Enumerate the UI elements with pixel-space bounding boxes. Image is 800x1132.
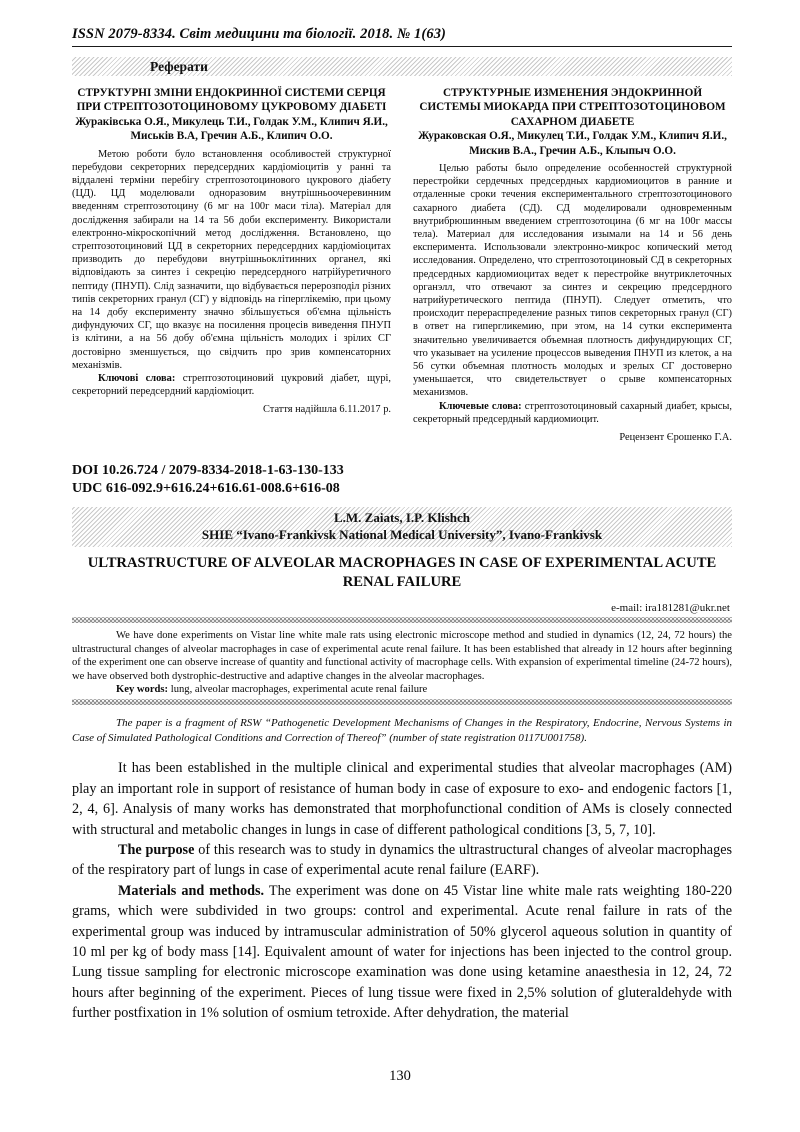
article-authors: L.M. Zaiats, I.P. Klishch xyxy=(333,510,471,526)
doi-line: DOI 10.26.724 / 2079-8334-2018-1-63-130-133 xyxy=(72,463,344,479)
article-affiliation: SHIE “Ivano-Frankivsk National Medical University”, Ivano-Frankivsk xyxy=(201,526,603,542)
abstract-ru-keywords xyxy=(413,400,732,426)
english-keywords-value: lung, alveolar macrophages, experimental acute renal failure xyxy=(170,683,428,695)
purpose-label: The purpose xyxy=(118,841,195,858)
identifier-block xyxy=(72,462,732,498)
abstract-ua-note: Стаття надійшла 6.11.2017 р. xyxy=(263,404,391,416)
purpose-text: of this research was to study in dynamics the ultrastructural changes of alveolar macrophages of the respiratory part of lungs in case of experimental acute renal failure (EARF). xyxy=(72,841,733,879)
abstract-ru-authors: Жураковская О.Я., Микулец Т.И., Голдак У.М., Клипич Я.И., Мискив В.А., Гречин А.Б., Клыпыч О.О. xyxy=(418,130,727,157)
article-title: ULTRASTRUCTURE OF ALVEOLAR MACROPHAGES IN CASE OF EXPERIMENTAL ACUTE RENAL FAILURE xyxy=(87,555,717,591)
body-paragraph-intro: It has been established in the multiple clinical and experimental studies that alveolar macrophages (AM) play an important role in support of resistance of human body in case of exposure to exo- and endogenic factors [1, 2, 4, 6]. Analysis of many works has demonstrated that morphofunctional condition of AMs is closely connected with structural and metabolic changes in lungs in case of different pathological conditions [3, 5, 7, 10]. xyxy=(72,760,732,838)
abstract-ua-keywords xyxy=(72,372,391,398)
article-author-banner xyxy=(72,507,732,547)
running-head-rule xyxy=(72,46,732,47)
wavy-divider-bottom xyxy=(72,699,732,705)
abstract-ua-authors: Жураківська О.Я., Микулець Т.И., Голдак У.М., Клипич Я.И., Миськів В.А, Гречин А.Б., Клипич О.О. xyxy=(75,115,388,143)
abstract-ukrainian xyxy=(72,86,391,444)
page-number: 130 xyxy=(389,1068,411,1084)
methods-text: The experiment was done on 45 Vistar line white male rats weighting 180-220 grams, which were subdivided in two groups: control and experimental. Acute renal failure in rats of the experimental group was induced by intramuscular administration of 50% glycerol aqueous solution in quantity of 10 ml per kg of body mass [14]. Equivalent amount of water for injections has been injected to the control group. Lung tissue sampling for electronic microscope examination was done using ketamine anaesthesia in 12, 24, 72 hours after beginning of the experiment. Pieces of lung tissue were fixed in 2,5% solution of gluteraldehyde with further postfixation in 1% solution of osmium tetroxide. After dehydration, the material xyxy=(72,882,732,1022)
abstract-ua-keywords-label: Ключові слова: xyxy=(98,373,176,385)
abstract-ru-paragraph: Целью работы было определение особенностей структурной перестройки сердечных предсердных кардиомиоцитов в ранние и отдаленные сроки течения експериментального стрептозотоцинового сахарного диабета (СД). СД моделировали одновременным внутрибрюшинным введением стрептозотоцина (6 мг на 100г массы тела). Материал для исследования изымали на 14 и 56 день експеримента. Использовали электронно-микрос копический метод исследования. Определено, что стрептозотоциновый СД в секреторных предсердных кардиомиоцитах ведет к перестройке внутриклеточных органэлл, что отвечают за синтез и секрецию предсердного натрийуретического пептида (ПНУП). Следует отметить, что происходит перераспределение разных типов секреторных гранул (СГ) в ответ на гипергликемию, при этом, на 14 сутки експеримента значительно увеличивается объемная плотность дифундирующих СГ, что указывает на усиление процессов выведения ПНУП из клеток, а на 56 сутки объемная плотность молодых и зрелых СГ достоверно уменьшается, что свидетельствует о срыве компенсаторных механизмов. xyxy=(413,163,732,399)
abstract-ru-title: СТРУКТУРНЫЕ ИЗМЕНЕНИЯ ЭНДОКРИННОЙ СИСТЕМЫ МИОКАРДА ПРИ СТРЕПТОЗОТОЦИНОВОМ САХАРНОМ ДИАБЕТЕ xyxy=(419,87,726,128)
rsw-fragment-note: The paper is a fragment of RSW “Pathogenetic Development Mechanisms of Changes in the Respiratory, Endocrine, Nervous Systems in Case of Simulated Pathological Conditions and Correction of Thereof” (number of state registration 0117U001758). xyxy=(72,717,732,745)
udc-line: UDC 616-092.9+616.24+616.61-008.6+616-08 xyxy=(72,481,340,497)
abstract-ua-paragraph: Метою роботи було встановлення особливостей структурної перебудови секреторних передсердних кардіоміоцитів у ранні та віддалені терміни перебігу стрептозотоцинового цукрового діабету (ЦД). ЦД моделювали одноразовим внутрішньоочеревинним введенням стрептозотоцину (6 мг на 100г маси тіла). Матеріал для дослідження забирали на 14 та 56 доби експерименту. Використали електронно-мікроскопічний метод дослідження. Встановлено, що стрептозотоциновий ЦД в секреторних передсердних кардіоміоцитах призводить до перебудови внутрішньоклітинних органел, які відповідають за синтез і секрецію передсердного натрійуретичного пептиду (ПНУП). Слід зазначити, що відбувається перерозподіл різних типів секреторних гранул (СГ) у відповідь на гіперглікемію, при цьому на 14 добу експерименту значно збільшується об'ємна щільність дифундуючих СГ, що вказує на посилення процесів виведення ПНУП із клітини, а на 56 добу об'ємна щільність молодих і зрілих СГ достовірно зменшується, що свідчить про зрив компенсаторних механізмів. xyxy=(72,148,391,371)
section-banner: Реферати xyxy=(72,57,732,76)
english-keywords xyxy=(72,683,732,696)
abstract-russian xyxy=(413,86,732,444)
wavy-divider-top xyxy=(72,617,732,623)
article-email: e-mail: ira181281@ukr.net xyxy=(611,602,730,615)
methods-label: Materials and methods. xyxy=(118,882,265,899)
abstract-ru-keywords-label: Ключевые слова: xyxy=(439,400,522,412)
body-paragraph-purpose xyxy=(72,840,732,881)
abstract-columns xyxy=(72,86,732,444)
running-head: ISSN 2079-8334. Світ медицини та біології. 2018. № 1(63) xyxy=(72,26,446,42)
abstract-ru-body xyxy=(413,162,732,400)
abstract-ua-title: СТРУКТУРНІ ЗМІНИ ЕНДОКРИННОЇ СИСТЕМИ СЕРЦЯ ПРИ СТРЕПТОЗОТОЦИНОВОМУ ЦУКРОВОМУ ДІАБЕТІ xyxy=(76,87,387,114)
english-keywords-label: Key words: xyxy=(116,683,169,695)
body-paragraph-methods xyxy=(72,881,732,1024)
abstract-ua-keywords-value: стрептозотоциновий цукровий діабет, щурі, секреторний передсердний кардіоміоцит. xyxy=(72,373,391,398)
abstract-ua-body xyxy=(72,148,391,372)
english-abstract xyxy=(72,629,732,696)
abstract-ru-note: Рецензент Єрошенко Г.А. xyxy=(619,432,732,444)
abstract-ru-keywords-value: стрептозотоциновый сахарный диабет, крысы, секреторный предсердный кардиомиоцит. xyxy=(413,400,732,425)
english-abstract-paragraph: We have done experiments on Vistar line white male rats using electronic microscope method and studied in dynamics (12, 24, 72 hours) the ultrastructural changes of alveolar macrophages in case of experimental acute renal failure. It has been established that already in 12 hours after beginning of the experiment one can observe increase of quantity and functional activity of macrophage cells. With expansion of experimental timeline (24-72 hours), we have observed both dystrophic-destructive and adaptive changes in the alveolar macrophages. xyxy=(72,630,732,682)
article-body xyxy=(72,758,732,1023)
